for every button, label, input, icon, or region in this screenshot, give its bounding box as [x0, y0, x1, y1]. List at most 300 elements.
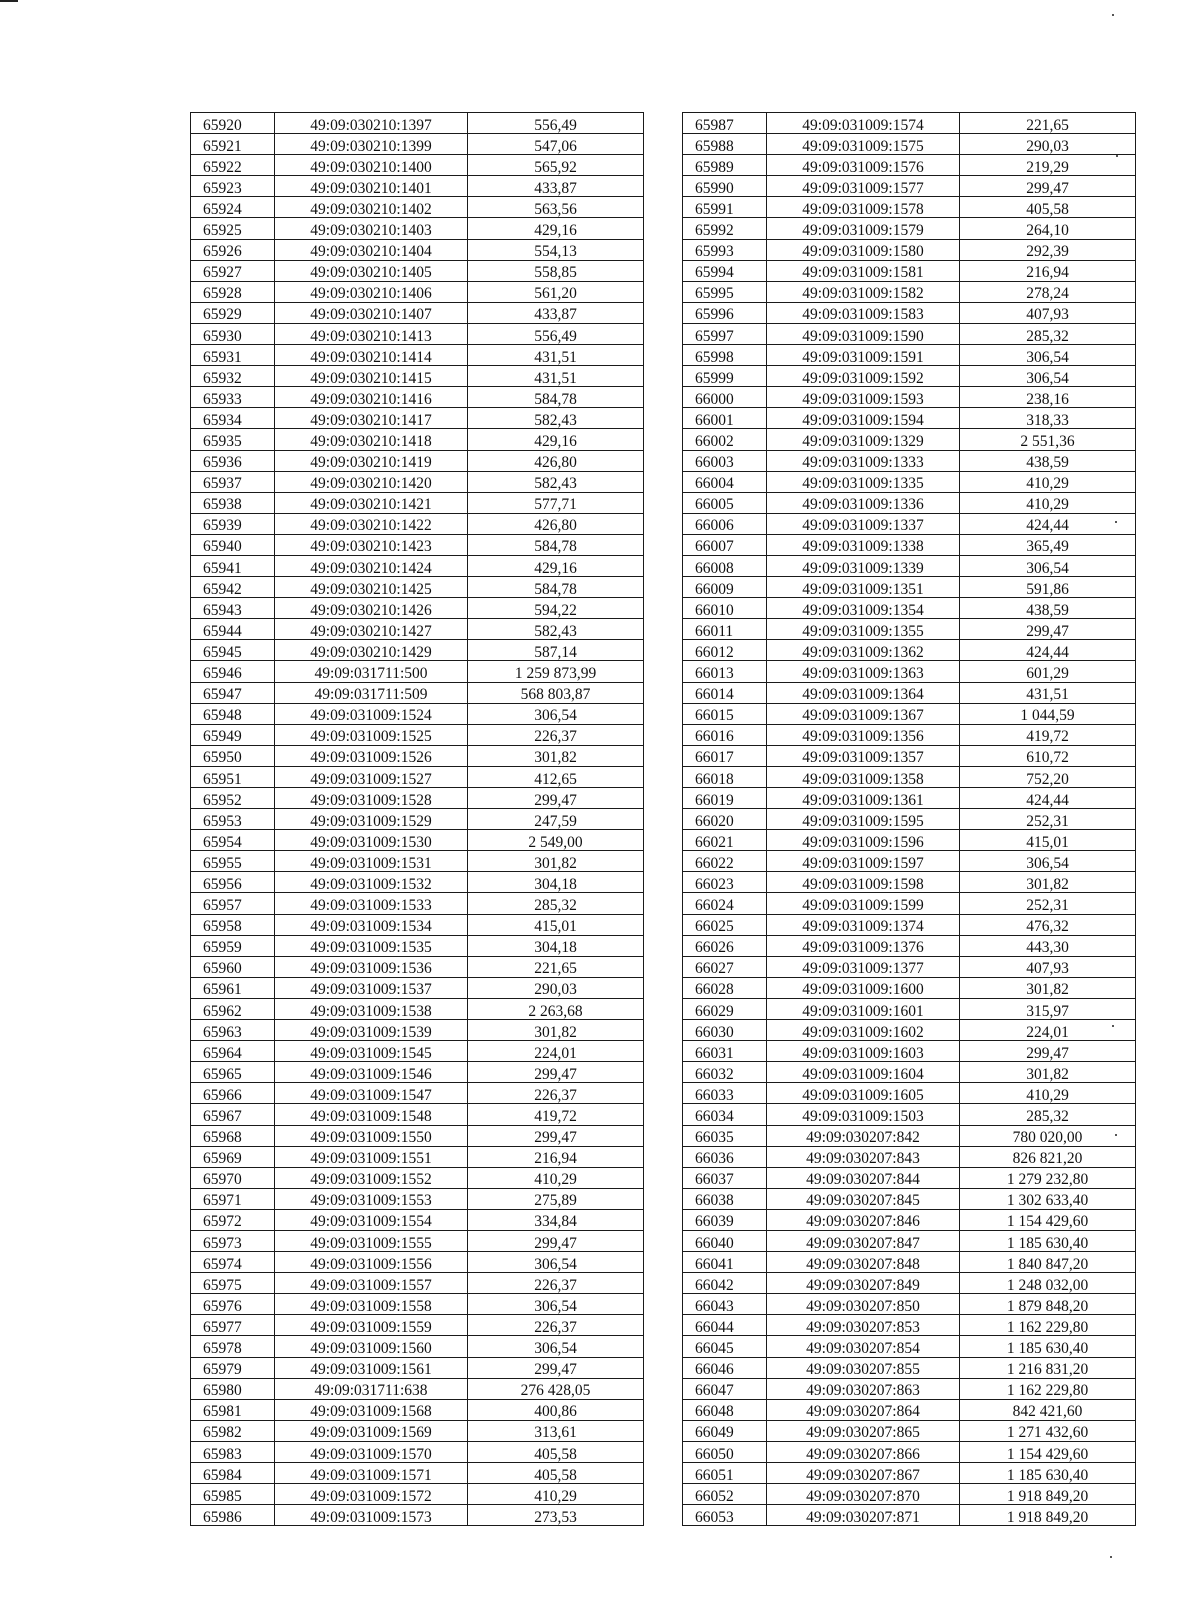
- row-number-cell: 66016: [683, 724, 767, 745]
- row-number-cell: 66008: [683, 555, 767, 576]
- table-row: [191, 766, 644, 787]
- row-number-cell: 65932: [191, 366, 275, 387]
- value-cell: 304,18: [468, 872, 644, 893]
- row-number-cell: 65976: [191, 1294, 275, 1315]
- table-row: [683, 1041, 1136, 1062]
- cadastral-number-cell: 49:09:031009:1557: [275, 1273, 468, 1294]
- table-row: [683, 577, 1136, 598]
- table-row: [191, 1230, 644, 1251]
- table-row: [191, 1167, 644, 1188]
- row-number-cell: 65958: [191, 914, 275, 935]
- cadastral-number-cell: 49:09:030210:1402: [275, 197, 468, 218]
- cadastral-number-cell: 49:09:030207:871: [767, 1505, 960, 1526]
- value-cell: 400,86: [468, 1399, 644, 1420]
- table-row: [683, 408, 1136, 429]
- value-cell: 1 185 630,40: [960, 1336, 1136, 1357]
- table-row: [683, 893, 1136, 914]
- table-row: [683, 281, 1136, 302]
- scan-speck: [1110, 1556, 1112, 1558]
- value-cell: 1 248 032,00: [960, 1273, 1136, 1294]
- cadastral-number-cell: 49:09:030207:844: [767, 1167, 960, 1188]
- cadastral-number-cell: 49:09:031009:1590: [767, 323, 960, 344]
- cadastral-number-cell: 49:09:031009:1551: [275, 1146, 468, 1167]
- table-row: [191, 1463, 644, 1484]
- cadastral-number-cell: 49:09:030210:1424: [275, 555, 468, 576]
- value-cell: 226,37: [468, 1083, 644, 1104]
- value-cell: 556,49: [468, 323, 644, 344]
- row-number-cell: 65939: [191, 513, 275, 534]
- value-cell: 318,33: [960, 408, 1136, 429]
- value-cell: 306,54: [960, 345, 1136, 366]
- cadastral-number-cell: 49:09:030210:1415: [275, 366, 468, 387]
- row-number-cell: 65956: [191, 872, 275, 893]
- row-number-cell: 66040: [683, 1230, 767, 1251]
- row-number-cell: 65954: [191, 830, 275, 851]
- cadastral-number-cell: 49:09:031009:1529: [275, 809, 468, 830]
- row-number-cell: 65998: [683, 345, 767, 366]
- row-number-cell: 65933: [191, 387, 275, 408]
- row-number-cell: 65992: [683, 218, 767, 239]
- row-number-cell: 66043: [683, 1294, 767, 1315]
- value-cell: 1 918 849,20: [960, 1505, 1136, 1526]
- cadastral-number-cell: 49:09:031009:1595: [767, 809, 960, 830]
- row-number-cell: 66025: [683, 914, 767, 935]
- cadastral-number-cell: 49:09:031009:1376: [767, 935, 960, 956]
- value-cell: 313,61: [468, 1420, 644, 1441]
- cadastral-number-cell: 49:09:031009:1594: [767, 408, 960, 429]
- row-number-cell: 65977: [191, 1315, 275, 1336]
- row-number-cell: 66034: [683, 1104, 767, 1125]
- cadastral-number-cell: 49:09:031009:1559: [275, 1315, 468, 1336]
- row-number-cell: 65940: [191, 534, 275, 555]
- table-row: [683, 218, 1136, 239]
- value-cell: 405,58: [468, 1441, 644, 1462]
- row-number-cell: 66023: [683, 872, 767, 893]
- cadastral-number-cell: 49:09:031009:1568: [275, 1399, 468, 1420]
- value-cell: 429,16: [468, 555, 644, 576]
- row-number-cell: 66050: [683, 1441, 767, 1462]
- cadastral-number-cell: 49:09:031009:1374: [767, 914, 960, 935]
- row-number-cell: 66037: [683, 1167, 767, 1188]
- cadastral-number-cell: 49:09:031711:500: [275, 661, 468, 682]
- cadastral-number-cell: 49:09:031009:1338: [767, 534, 960, 555]
- cadastral-number-cell: 49:09:031009:1597: [767, 851, 960, 872]
- value-cell: 438,59: [960, 598, 1136, 619]
- table-row: [191, 893, 644, 914]
- cadastral-number-cell: 49:09:030210:1399: [275, 134, 468, 155]
- table-row: [191, 1484, 644, 1505]
- row-number-cell: 65955: [191, 851, 275, 872]
- row-number-cell: 66005: [683, 492, 767, 513]
- table-row: [683, 1294, 1136, 1315]
- value-cell: 1 154 429,60: [960, 1209, 1136, 1230]
- left-parcel-table: [190, 112, 644, 1526]
- cadastral-number-cell: 49:09:031009:1538: [275, 998, 468, 1019]
- value-cell: 299,47: [468, 1230, 644, 1251]
- table-row: [683, 1020, 1136, 1041]
- cadastral-number-cell: 49:09:031009:1537: [275, 977, 468, 998]
- row-number-cell: 65925: [191, 218, 275, 239]
- table-row: [683, 1273, 1136, 1294]
- value-cell: 438,59: [960, 450, 1136, 471]
- table-row: [191, 956, 644, 977]
- row-number-cell: 66053: [683, 1505, 767, 1526]
- row-number-cell: 66045: [683, 1336, 767, 1357]
- value-cell: 584,78: [468, 387, 644, 408]
- value-cell: 1 185 630,40: [960, 1463, 1136, 1484]
- row-number-cell: 65927: [191, 260, 275, 281]
- cadastral-number-cell: 49:09:030207:853: [767, 1315, 960, 1336]
- table-row: [191, 1505, 644, 1526]
- cadastral-number-cell: 49:09:031009:1593: [767, 387, 960, 408]
- value-cell: 594,22: [468, 598, 644, 619]
- value-cell: 252,31: [960, 809, 1136, 830]
- row-number-cell: 66017: [683, 745, 767, 766]
- cadastral-number-cell: 49:09:031009:1532: [275, 872, 468, 893]
- cadastral-number-cell: 49:09:031009:1577: [767, 176, 960, 197]
- value-cell: 238,16: [960, 387, 1136, 408]
- value-cell: 591,86: [960, 577, 1136, 598]
- cadastral-number-cell: 49:09:030210:1420: [275, 471, 468, 492]
- value-cell: 433,87: [468, 176, 644, 197]
- cadastral-number-cell: 49:09:031009:1339: [767, 555, 960, 576]
- row-number-cell: 66014: [683, 682, 767, 703]
- table-row: [683, 323, 1136, 344]
- row-number-cell: 65966: [191, 1083, 275, 1104]
- table-row: [683, 155, 1136, 176]
- scan-edge-mark: [0, 0, 18, 2]
- table-row: [191, 345, 644, 366]
- value-cell: 301,82: [468, 745, 644, 766]
- value-cell: 561,20: [468, 281, 644, 302]
- row-number-cell: 65981: [191, 1399, 275, 1420]
- table-row: [683, 1167, 1136, 1188]
- value-cell: 301,82: [960, 977, 1136, 998]
- table-row: [191, 998, 644, 1019]
- cadastral-number-cell: 49:09:031009:1527: [275, 766, 468, 787]
- value-cell: 306,54: [468, 1336, 644, 1357]
- row-number-cell: 65982: [191, 1420, 275, 1441]
- table-row: [191, 851, 644, 872]
- cadastral-number-cell: 49:09:031009:1561: [275, 1357, 468, 1378]
- table-row: [683, 1104, 1136, 1125]
- row-number-cell: 65988: [683, 134, 767, 155]
- row-number-cell: 65934: [191, 408, 275, 429]
- value-cell: 315,97: [960, 998, 1136, 1019]
- value-cell: 433,87: [468, 302, 644, 323]
- table-row: [683, 661, 1136, 682]
- row-number-cell: 65938: [191, 492, 275, 513]
- right-parcel-table: [682, 112, 1136, 1526]
- value-cell: 584,78: [468, 534, 644, 555]
- table-row: [191, 619, 644, 640]
- table-row: [683, 1209, 1136, 1230]
- row-number-cell: 65967: [191, 1104, 275, 1125]
- value-cell: 826 821,20: [960, 1146, 1136, 1167]
- table-row: [683, 851, 1136, 872]
- cadastral-number-cell: 49:09:031009:1536: [275, 956, 468, 977]
- table-row: [191, 1104, 644, 1125]
- cadastral-number-cell: 49:09:031711:509: [275, 682, 468, 703]
- value-cell: 306,54: [960, 851, 1136, 872]
- cadastral-number-cell: 49:09:031009:1503: [767, 1104, 960, 1125]
- cadastral-number-cell: 49:09:030210:1403: [275, 218, 468, 239]
- table-row: [191, 429, 644, 450]
- row-number-cell: 66012: [683, 640, 767, 661]
- row-number-cell: 66000: [683, 387, 767, 408]
- row-number-cell: 66021: [683, 830, 767, 851]
- value-cell: 412,65: [468, 766, 644, 787]
- cadastral-number-cell: 49:09:031009:1531: [275, 851, 468, 872]
- table-row: [683, 534, 1136, 555]
- value-cell: 306,54: [468, 1294, 644, 1315]
- row-number-cell: 66046: [683, 1357, 767, 1378]
- row-number-cell: 65948: [191, 703, 275, 724]
- value-cell: 306,54: [960, 366, 1136, 387]
- value-cell: 415,01: [468, 914, 644, 935]
- table-row: [683, 1125, 1136, 1146]
- table-row: [191, 724, 644, 745]
- table-row: [191, 492, 644, 513]
- cadastral-number-cell: 49:09:031009:1351: [767, 577, 960, 598]
- cadastral-number-cell: 49:09:030210:1407: [275, 302, 468, 323]
- row-number-cell: 65924: [191, 197, 275, 218]
- cadastral-number-cell: 49:09:030210:1419: [275, 450, 468, 471]
- value-cell: 424,44: [960, 513, 1136, 534]
- row-number-cell: 65935: [191, 429, 275, 450]
- table-row: [191, 830, 644, 851]
- cadastral-number-cell: 49:09:030207:854: [767, 1336, 960, 1357]
- row-number-cell: 65942: [191, 577, 275, 598]
- value-cell: 273,53: [468, 1505, 644, 1526]
- row-number-cell: 66024: [683, 893, 767, 914]
- row-number-cell: 66035: [683, 1125, 767, 1146]
- table-row: [683, 724, 1136, 745]
- cadastral-number-cell: 49:09:031009:1333: [767, 450, 960, 471]
- value-cell: 407,93: [960, 302, 1136, 323]
- cadastral-number-cell: 49:09:030210:1421: [275, 492, 468, 513]
- row-number-cell: 65963: [191, 1020, 275, 1041]
- cadastral-number-cell: 49:09:030210:1405: [275, 260, 468, 281]
- row-number-cell: 66051: [683, 1463, 767, 1484]
- table-row: [683, 113, 1136, 134]
- row-number-cell: 65990: [683, 176, 767, 197]
- value-cell: 299,47: [960, 1041, 1136, 1062]
- value-cell: 431,51: [960, 682, 1136, 703]
- row-number-cell: 65970: [191, 1167, 275, 1188]
- value-cell: 299,47: [960, 619, 1136, 640]
- table-row: [191, 408, 644, 429]
- row-number-cell: 65974: [191, 1252, 275, 1273]
- value-cell: 1 918 849,20: [960, 1484, 1136, 1505]
- cadastral-number-cell: 49:09:030207:842: [767, 1125, 960, 1146]
- table-row: [683, 1062, 1136, 1083]
- row-number-cell: 65965: [191, 1062, 275, 1083]
- scan-speck: [1112, 14, 1114, 16]
- table-row: [191, 513, 644, 534]
- row-number-cell: 65943: [191, 598, 275, 619]
- table-row: [683, 935, 1136, 956]
- cadastral-number-cell: 49:09:030207:850: [767, 1294, 960, 1315]
- table-row: [191, 1125, 644, 1146]
- cadastral-number-cell: 49:09:031009:1574: [767, 113, 960, 134]
- table-row: [683, 176, 1136, 197]
- value-cell: 1 044,59: [960, 703, 1136, 724]
- value-cell: 1 162 229,80: [960, 1378, 1136, 1399]
- table-row: [191, 640, 644, 661]
- value-cell: 443,30: [960, 935, 1136, 956]
- cadastral-number-cell: 49:09:031009:1600: [767, 977, 960, 998]
- value-cell: 476,32: [960, 914, 1136, 935]
- cadastral-number-cell: 49:09:031009:1592: [767, 366, 960, 387]
- cadastral-number-cell: 49:09:030207:863: [767, 1378, 960, 1399]
- cadastral-number-cell: 49:09:031009:1530: [275, 830, 468, 851]
- cadastral-number-cell: 49:09:030210:1416: [275, 387, 468, 408]
- value-cell: 587,14: [468, 640, 644, 661]
- row-number-cell: 65986: [191, 1505, 275, 1526]
- cadastral-number-cell: 49:09:030210:1418: [275, 429, 468, 450]
- row-number-cell: 65968: [191, 1125, 275, 1146]
- cadastral-number-cell: 49:09:031009:1553: [275, 1188, 468, 1209]
- cadastral-number-cell: 49:09:031009:1354: [767, 598, 960, 619]
- cadastral-number-cell: 49:09:031009:1546: [275, 1062, 468, 1083]
- value-cell: 410,29: [960, 492, 1136, 513]
- value-cell: 221,65: [960, 113, 1136, 134]
- value-cell: 582,43: [468, 619, 644, 640]
- row-number-cell: 66011: [683, 619, 767, 640]
- value-cell: 226,37: [468, 1273, 644, 1294]
- cadastral-number-cell: 49:09:031009:1572: [275, 1484, 468, 1505]
- table-row: [683, 766, 1136, 787]
- table-row: [191, 1441, 644, 1462]
- cadastral-number-cell: 49:09:031009:1575: [767, 134, 960, 155]
- cadastral-number-cell: 49:09:030210:1417: [275, 408, 468, 429]
- cadastral-number-cell: 49:09:030210:1406: [275, 281, 468, 302]
- cadastral-number-cell: 49:09:031009:1554: [275, 1209, 468, 1230]
- table-row: [683, 1441, 1136, 1462]
- value-cell: 582,43: [468, 471, 644, 492]
- table-row: [683, 619, 1136, 640]
- value-cell: 285,32: [468, 893, 644, 914]
- value-cell: 1 162 229,80: [960, 1315, 1136, 1336]
- table-row: [191, 1378, 644, 1399]
- cadastral-number-cell: 49:09:031009:1576: [767, 155, 960, 176]
- row-number-cell: 66004: [683, 471, 767, 492]
- row-number-cell: 65957: [191, 893, 275, 914]
- value-cell: 301,82: [960, 872, 1136, 893]
- cadastral-number-cell: 49:09:031009:1573: [275, 1505, 468, 1526]
- value-cell: 226,37: [468, 724, 644, 745]
- table-row: [683, 1230, 1136, 1251]
- table-row: [683, 1083, 1136, 1104]
- table-row: [191, 1252, 644, 1273]
- value-cell: 405,58: [468, 1463, 644, 1484]
- table-row: [191, 113, 644, 134]
- value-cell: 780 020,00: [960, 1125, 1136, 1146]
- value-cell: 299,47: [468, 1062, 644, 1083]
- row-number-cell: 65993: [683, 239, 767, 260]
- cadastral-number-cell: 49:09:030207:848: [767, 1252, 960, 1273]
- cadastral-number-cell: 49:09:030210:1422: [275, 513, 468, 534]
- table-row: [683, 1188, 1136, 1209]
- row-number-cell: 66010: [683, 598, 767, 619]
- cadastral-number-cell: 49:09:030207:864: [767, 1399, 960, 1420]
- value-cell: 582,43: [468, 408, 644, 429]
- row-number-cell: 65937: [191, 471, 275, 492]
- table-row: [683, 1399, 1136, 1420]
- table-row: [191, 534, 644, 555]
- cadastral-number-cell: 49:09:031009:1526: [275, 745, 468, 766]
- table-row: [191, 450, 644, 471]
- cadastral-number-cell: 49:09:031009:1363: [767, 661, 960, 682]
- cadastral-number-cell: 49:09:031009:1525: [275, 724, 468, 745]
- row-number-cell: 65944: [191, 619, 275, 640]
- value-cell: 2 549,00: [468, 830, 644, 851]
- table-row: [683, 1505, 1136, 1526]
- table-row: [191, 1357, 644, 1378]
- row-number-cell: 66044: [683, 1315, 767, 1336]
- cadastral-number-cell: 49:09:031009:1528: [275, 788, 468, 809]
- cadastral-number-cell: 49:09:031009:1539: [275, 1020, 468, 1041]
- table-row: [683, 788, 1136, 809]
- cadastral-number-cell: 49:09:031009:1336: [767, 492, 960, 513]
- table-row: [191, 661, 644, 682]
- table-row: [191, 872, 644, 893]
- cadastral-number-cell: 49:09:031009:1364: [767, 682, 960, 703]
- row-number-cell: 66039: [683, 1209, 767, 1230]
- value-cell: 415,01: [960, 830, 1136, 851]
- cadastral-number-cell: 49:09:031009:1603: [767, 1041, 960, 1062]
- value-cell: 556,49: [468, 113, 644, 134]
- table-row: [683, 1378, 1136, 1399]
- value-cell: 429,16: [468, 429, 644, 450]
- table-row: [191, 577, 644, 598]
- table-row: [683, 387, 1136, 408]
- table-row: [191, 281, 644, 302]
- row-number-cell: 66007: [683, 534, 767, 555]
- row-number-cell: 66003: [683, 450, 767, 471]
- value-cell: 306,54: [960, 555, 1136, 576]
- table-row: [683, 134, 1136, 155]
- table-row: [191, 1020, 644, 1041]
- cadastral-number-cell: 49:09:031009:1591: [767, 345, 960, 366]
- table-row: [683, 1336, 1136, 1357]
- cadastral-number-cell: 49:09:031009:1601: [767, 998, 960, 1019]
- row-number-cell: 66049: [683, 1420, 767, 1441]
- cadastral-number-cell: 49:09:031009:1598: [767, 872, 960, 893]
- table-row: [683, 1484, 1136, 1505]
- cadastral-number-cell: 49:09:031009:1570: [275, 1441, 468, 1462]
- value-cell: 301,82: [468, 851, 644, 872]
- table-row: [683, 260, 1136, 281]
- value-cell: 584,78: [468, 577, 644, 598]
- value-cell: 290,03: [960, 134, 1136, 155]
- row-number-cell: 65975: [191, 1273, 275, 1294]
- row-number-cell: 65994: [683, 260, 767, 281]
- row-number-cell: 66006: [683, 513, 767, 534]
- row-number-cell: 65930: [191, 323, 275, 344]
- table-row: [683, 1146, 1136, 1167]
- row-number-cell: 65961: [191, 977, 275, 998]
- table-row: [683, 302, 1136, 323]
- cadastral-number-cell: 49:09:031009:1361: [767, 788, 960, 809]
- cadastral-number-cell: 49:09:030207:867: [767, 1463, 960, 1484]
- cadastral-number-cell: 49:09:030207:846: [767, 1209, 960, 1230]
- row-number-cell: 66019: [683, 788, 767, 809]
- value-cell: 410,29: [960, 471, 1136, 492]
- table-row: [683, 239, 1136, 260]
- row-number-cell: 65951: [191, 766, 275, 787]
